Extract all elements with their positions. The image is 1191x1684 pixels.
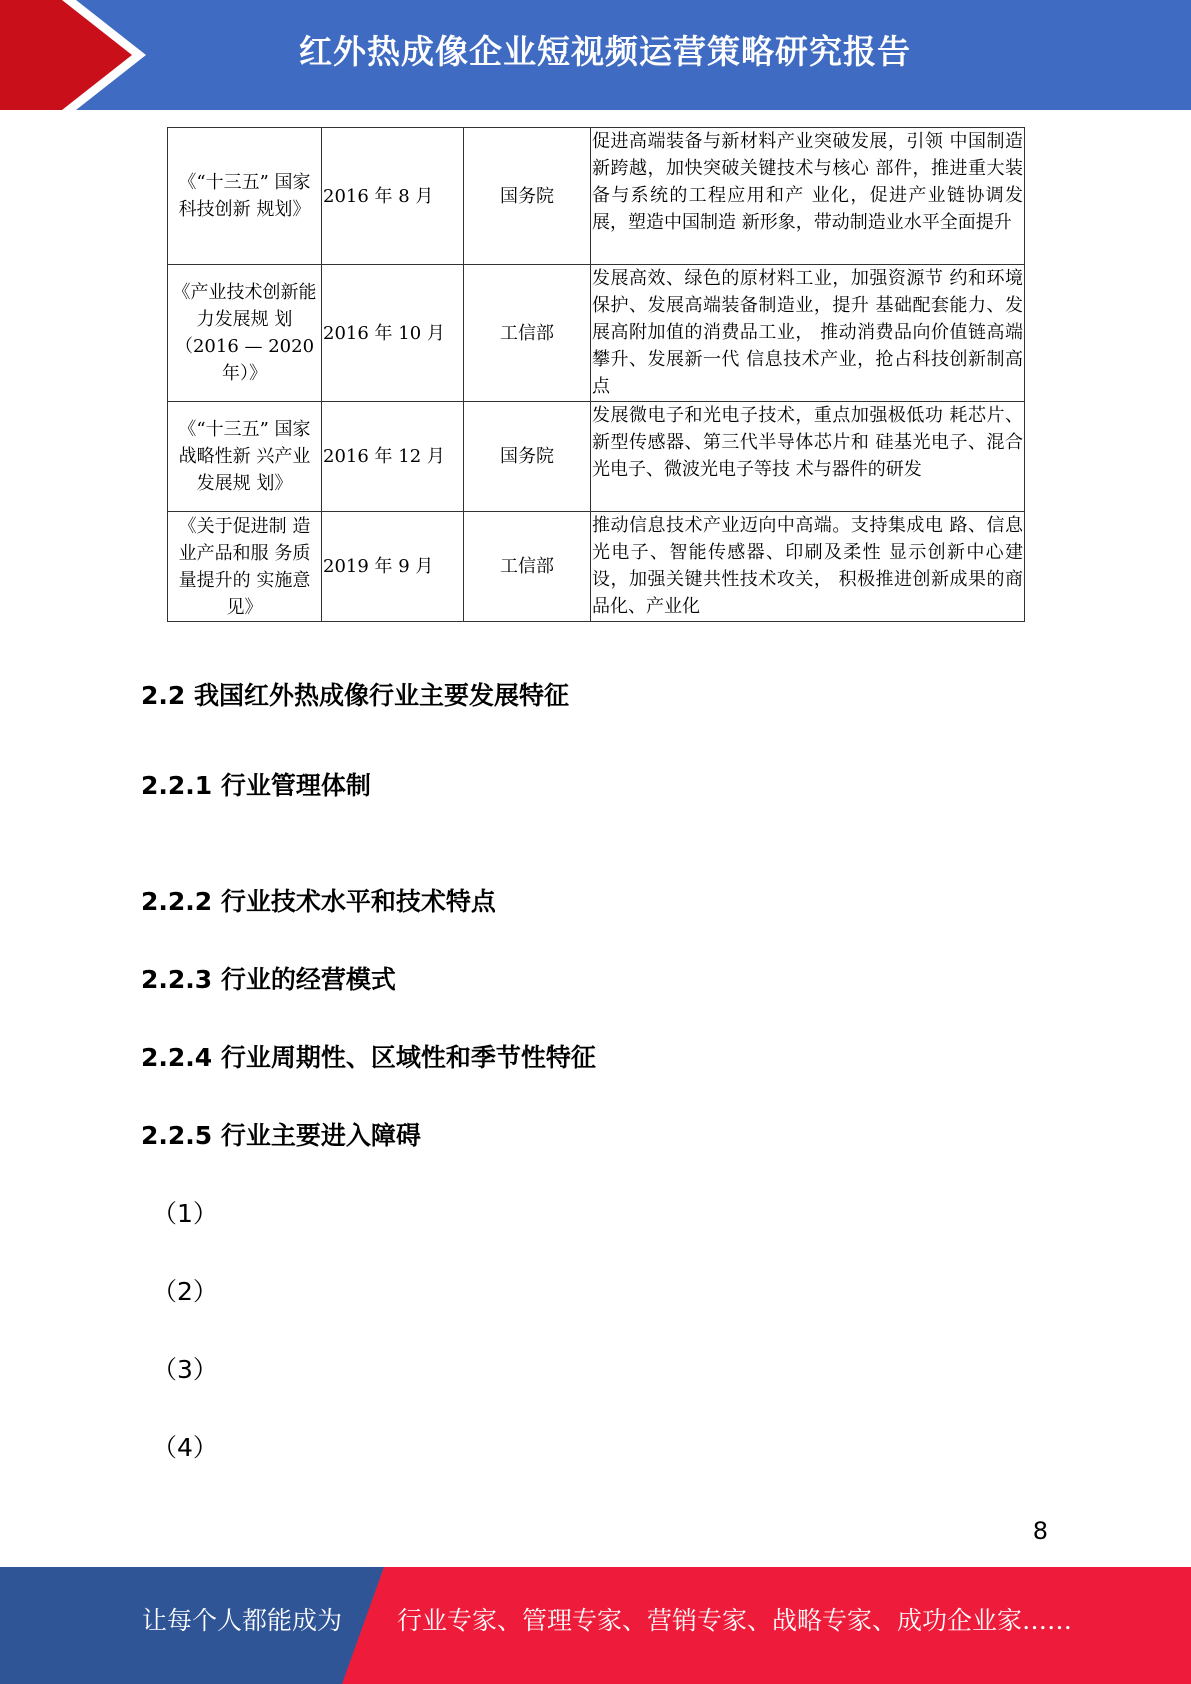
footer-slogan-right: 行业专家、管理专家、营销专家、战略专家、成功企业家…… [397,1606,1073,1635]
policy-issuer: 工信部 [464,512,591,622]
section-heading-2-2-3: 2.2.3 行业的经营模式 [141,965,396,994]
policy-content: 促进高端装备与新材料产业突破发展，引领 中国制造新跨越，加快突破关键技术与核心 部件，推进重大装备与系统的工程应用和产 业化，促进产业链协调发展，塑造中国制造 新形象，带动制造业水平全面提升 [591,128,1025,265]
policy-issuer: 工信部 [464,265,591,402]
list-item: （1） [152,1199,218,1228]
policy-name: 《产业技术创新能力发展规 划（2016 — 2020 年）》 [168,265,322,402]
policy-date: 2016 年 8 月 [322,128,464,265]
report-title: 红外热成像企业短视频运营策略研究报告 [299,32,911,71]
section-heading-2-2-4: 2.2.4 行业周期性、区域性和季节性特征 [141,1043,596,1072]
list-item: （3） [152,1355,218,1384]
page-number: 8 [1032,1517,1048,1545]
footer-slogan-left: 让每个人都能成为 [142,1606,343,1635]
policy-content: 发展高效、绿色的原材料工业，加强资源节 约和环境保护、发展高端装备制造业，提升 基础配套能力、发展高附加值的消费品工业， 推动消费品向价值链高端攀升、发展新一代 信息技术产业，抢占科技创新制高点 [591,265,1025,402]
policy-name: 《“十三五” 国家战略性新 兴产业发展规 划》 [168,402,322,512]
page-header [0,0,1191,110]
section-heading-2-2-2: 2.2.2 行业技术水平和技术特点 [141,887,496,916]
policy-content: 发展微电子和光电子技术，重点加强极低功 耗芯片、新型传感器、第三代半导体芯片和 硅基光电子、混合光电子、微波光电子等技 术与器件的研发 [591,402,1025,512]
section-heading-2-2: 2.2 我国红外热成像行业主要发展特征 [141,681,569,710]
policy-issuer: 国务院 [464,128,591,265]
policy-content: 推动信息技术产业迈向中高端。支持集成电 路、信息光电子、智能传感器、印刷及柔性 显示创新中心建设，加强关键共性技术攻关， 积极推进创新成果的商品化、产业化 [591,512,1025,622]
section-heading-2-2-1: 2.2.1 行业管理体制 [141,771,371,800]
policy-table [167,127,1025,622]
policy-name: 《“十三五” 国家科技创新 规划》 [168,128,322,265]
table-row [168,265,1025,402]
table-row [168,512,1025,622]
policy-date: 2016 年 10 月 [322,265,464,402]
section-heading-2-2-5: 2.2.5 行业主要进入障碍 [141,1121,421,1150]
table-row [168,128,1025,265]
table-row [168,402,1025,512]
policy-name: 《关于促进制 造业产品和服 务质量提升的 实施意见》 [168,512,322,622]
policy-issuer: 国务院 [464,402,591,512]
page-footer [0,1567,1191,1684]
list-item: （2） [152,1277,218,1306]
list-item: （4） [152,1433,218,1462]
policy-date: 2016 年 12 月 [322,402,464,512]
policy-date: 2019 年 9 月 [322,512,464,622]
